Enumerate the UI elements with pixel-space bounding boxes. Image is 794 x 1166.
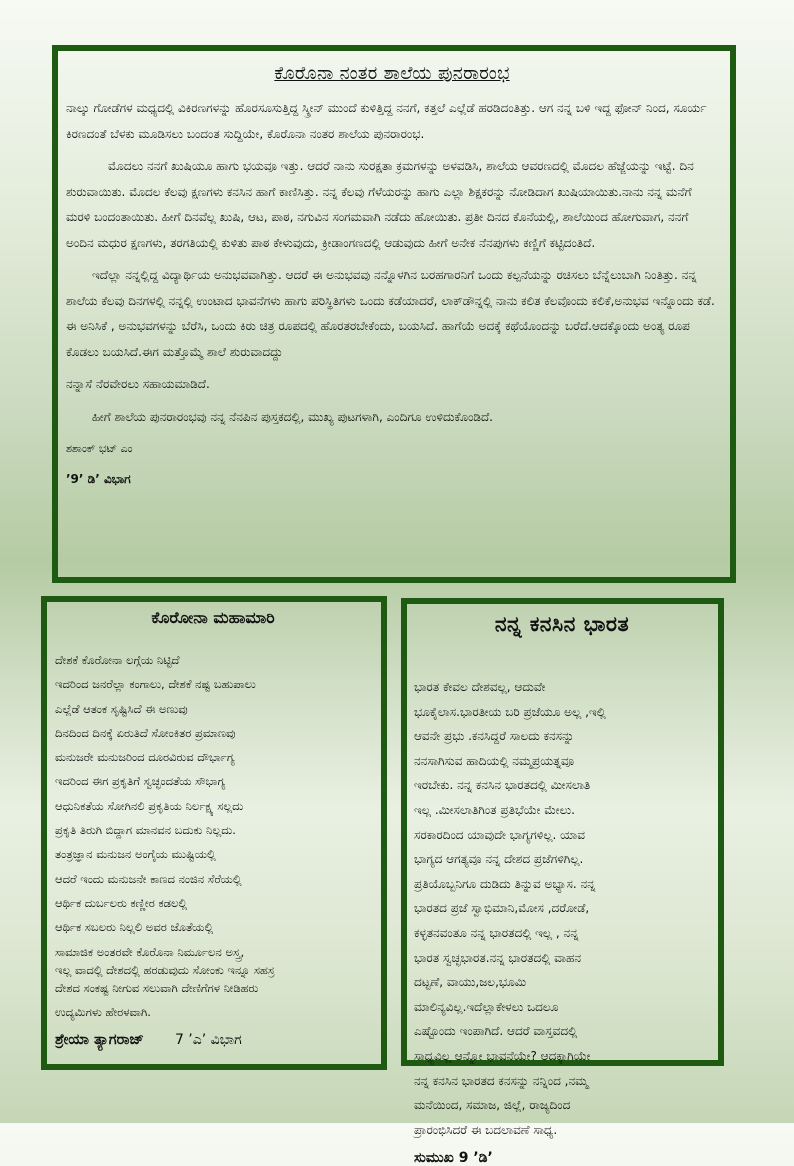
essay-line: ಪ್ರಾರಂಭಿಸಿದರೆ ಈ ಬದಲಾವಣೆ ಸಾಧ್ಯ. (414, 1122, 558, 1137)
poem-line: ಪ್ರಕೃತಿ ತಿರುಗಿ ಬಿದ್ದಾಗ ಮಾನವನ ಬದುಕು ನಿಲ್ಲದು. (55, 823, 236, 838)
poem-body (55, 648, 371, 1024)
poem-box (41, 596, 387, 1070)
essay-line: ನನ್ನ ಕನಸಿನ ಭಾರತದ ಕನಸನ್ನು ನನ್ನಿಂದ ,ನಮ್ಮ (414, 1073, 589, 1088)
essay-line: ಆವನೇ ಪ್ರಭು .ಕನಸಿದ್ದರೆ ಸಾಲದು ಕನಸನ್ನು (414, 729, 575, 744)
poem-line: ಎಲ್ಲೆಡೆ ಆತಂಕ ಸೃಷ್ಟಿಸಿದೆ ಈ ಅಣುವು (55, 701, 188, 716)
essay-line: ಇಲ್ಲ .ಮೀಸಲಾತಿಗಿಂತ ಪ್ರತಿಭೆಯೇ ಮೇಲು. (414, 802, 575, 817)
article-paragraph-1: ನಾಲ್ಕು ಗೋಡೆಗಳ ಮಧ್ಯದಲ್ಲಿ ವಿಕಿರಣಗಳನ್ನು ಹೊರಸೂಸುತ್ತಿದ್ದ ಸ್ಕ್ರೀನ್ ಮುಂದೆ ಕುಳಿತ್ತಿದ್ದ ನನಗೆ, ಕತ್ತಲೆ ಎಲ್ಲೆಡೆ ಹರಡಿದಂತಿತ್ತು. ಆಗ ನನ್ನ ಬಳಿ ಇದ್ದ ಫೋನ್ ನಿಂದ, ಸೂರ್ಯ ಕಿರಣದಂತೆ ಬೆಳಕು ಮೂಡಿಸಲು ಬಂದಂತ ಸುದ್ದಿಯೇ, ಕೊರೊನಾ ನಂತರ ಶಾಲೆಯ ಪುನರಾರಂಭ. (66, 101, 707, 141)
article-paragraph-5: ಹೀಗೆ ಶಾಲೆಯ ಪುನರಾರಂಭವು ನನ್ನ ನೆನಪಿನ ಪುಸ್ತಕದಲ್ಲಿ, ಮುಖ್ಯ ಪುಟಗಳಾಗಿ, ಎಂದಿಗೂ ಉಳಿದುಕೊಂಡಿದೆ. (92, 409, 493, 424)
poem-author: ಶ್ರೇಯಾ ತ್ಯಾಗರಾಜ್ (55, 1032, 144, 1049)
poem-line: ಇದರಿಂದ ಜನರೆಲ್ಲಾ ಕಂಗಾಲು, ದೇಶಕೆ ನಷ್ಟ ಬಹುಪಾಲು (55, 677, 256, 692)
poem-line: ಇದರಿಂದ ಈಗ ಪ್ರಕೃತಿಗೆ ಸ್ವಚ್ಛಂದತೆಯ ಸೌಭಾಗ್ಯ (55, 774, 226, 789)
poem-line: ದೇಶಕೆ ಕೊರೋನಾ ಲಗ್ಗೆಯ ನಿಟ್ಟಿದೆ (55, 653, 180, 667)
article-box (52, 45, 736, 583)
essay-line: ಮಾಲಿನ್ಯವಿಲ್ಲ.ಇದೆಲ್ಲಾಕೇಳಲು ಒದಲೂ (414, 999, 559, 1014)
essay-line: ಕಳ್ಳತನವಂತೂ ನನ್ನ ಭಾರತದಲ್ಲಿ ಇಲ್ಲ , ನನ್ನ (414, 925, 579, 940)
poem-line: ಸಾಮಾಜಿಕ ಅಂತರವೇ ಕೊರೊನಾ ನಿರ್ಮೂಲನ ಅಸ್ತ್ರ, (55, 944, 245, 959)
essay-line: ಮನೆಯಿಂದ, ಸಮಾಜ, ಜಿಲ್ಲೆ, ರಾಜ್ಯದಿಂದ (414, 1098, 571, 1113)
poem-line: ಆರ್ಥಿಕ ದುರ್ಬಲರು ಕಣ್ಣೀರ ಕಡಲಲ್ಲಿ (55, 895, 188, 910)
article-title: ಕೊರೊನಾ ನಂತರ ಶಾಲೆಯ ಪುನರಾರಂಭ (274, 63, 510, 84)
essay-box (401, 598, 724, 1166)
essay-line: ಭೂಕೈಲಾಸ.ಭಾರತೀಯ ಬರಿ ಪ್ರಜೆಯೂ ಅಲ್ಲ ,ಇಲ್ಲಿ (414, 704, 606, 719)
essay-line: ಸಾಧ್ಯವಿಲ್ಲ ಆನ್ನೋ ಭಾವನೆಯೇ? ಆದಕ್ಕಾಗಿಯೇ (414, 1048, 591, 1063)
poem-line: ತಂತ್ರಜ್ಞಾನ ಮನುಜನ ಅಂಗೈಯ ಮುಷ್ಟಿಯಲ್ಲಿ (55, 847, 216, 862)
essay-line: ಭಾರತದ ಪ್ರಜೆ ಸ್ವಾಭಿಮಾನಿ,ಮೋಸ ,ದರೋಡೆ, (414, 901, 590, 916)
essay-line: ಭಾಗ್ಯದ ಆಗತ್ಯವೂ ನನ್ನ ದೇಶದ ಪ್ರಜೆಗಳಿಗಿಲ್ಲ. (414, 852, 584, 867)
poem-line: ಇಲ್ಲ ವಾದಲ್ಲಿ ದೇಶದಲ್ಲಿ ಹರಡುವುದು ಸೋಂಕು ಇನ್ನೂ ಸಹಸ್ರ (55, 962, 275, 977)
article-paragraph-4: ನನ್ನಾಸೆ ನೆರವೇರಲು ಸಹಾಯಮಾಡಿದೆ. (66, 377, 210, 391)
article-author: ಶಶಾಂಕ್ ಭಟ್ ಎಂ (66, 442, 133, 455)
essay-line: ಎಷ್ಟೊಂದು ಇಂಪಾಗಿದೆ. ಆದರೆ ವಾಸ್ತವದಲ್ಲಿ (414, 1024, 578, 1039)
poem-class: 7 ’ಎ’ ವಿಭಾಗ (174, 1032, 242, 1049)
essay-line: ಇರಬೇಕು. ನನ್ನ ಕನಸಿನ ಭಾರತದಲ್ಲಿ ಮೀಸಲಾತಿ (414, 778, 591, 793)
article-paragraph-2: ಮೊದಲು ನನಗೆ ಖುಷಿಯೂ ಹಾಗು ಭಯವೂ ಇತ್ತು. ಆದರೆ ನಾನು ಸುರಕ್ಷತಾ ಕ್ರಮಗಳನ್ನು ಅಳವಡಿಸಿ, ಶಾಲೆಯ ಆವರಣದಲ್ಲಿ ಮೊದಲ ಹೆಜ್ಜೆಯನ್ನು ಇಟ್ಟೆ. ದಿನ ಶುರುವಾಯಿತು. ಮೊದಲ ಕೆಲವು ಕ್ಷಣಗಳು ಕನಸಿನ ಹಾಗೆ ಕಾಣಿಸಿತ್ತು. ನನ್ನ ಕೆಲವು ಗೆಳೆಯರನ್ನು ಹಾಗು ಎಲ್ಲಾ ಶಿಕ್ಷಕರನ್ನು ನೋಡಿದಾಗ ಖುಷಿಯಾಯಿತು.ನಾನು ನನ್ನ ಮನೆಗೆ ಮರಳಿ ಬಂದಂತಾಯಿತು. ಹೀಗೆ ದಿನವೆಲ್ಲ ಖುಷಿ, ಆಟ, ಪಾಠ, ನಗುವಿನ ಸಂಗಮವಾಗಿ ನಡೆದು ಹೋಯಿತು. ಪ್ರತೀ ದಿನದ ಕೊನೆಯಲ್ಲಿ, ಶಾಲೆಯಿಂದ ಹೋಗುವಾಗ, ನನಗೆ ಅಂದಿನ ಮಧುರ ಕ್ಷಣಗಳು, ತರಗತಿಯಲ್ಲಿ ಕುಳಿತು ಪಾಠ ಕೇಳುವುದು, ಕ್ರೀಡಾಂಗಣದಲ್ಲಿ ಆಡುವುದು ಹೀಗೆ ಅನೇಕ ನೆನಪುಗಳು ಕಣ್ಣಿಗೆ ಕಟ್ಟಿದಂತಿದೆ. (66, 159, 694, 250)
essay-line: ಭಾರತ ಸ್ವಚ್ಛಭಾರತ.ನನ್ನ ಭಾರತದಲ್ಲಿ ವಾಹನ (414, 950, 582, 965)
essay-line: ಸರಕಾರದಿಂದ ಯಾವುದೇ ಭಾಗ್ಯಗಳಿಲ್ಲ. ಯಾವ (414, 827, 585, 842)
poem-title: ಕೊರೋನಾ ಮಹಾಮಾರಿ (151, 608, 275, 627)
poem-line: ಉದ್ಯಮಿಗಳು ಹೇರಳವಾಗಿ. (55, 1005, 151, 1020)
article-class: ’9’ ಡಿ’ ವಿಭಾಗ (66, 472, 131, 486)
essay-line: ದಟ್ಟಣೆ, ವಾಯು,ಜಲ,ಭೂಮಿ (414, 975, 527, 990)
poem-line: ದಿನದಿಂದ ದಿನಕ್ಕೆ ಏರುತಿದೆ ಸೋಂಕಿತರ ಪ್ರಮಾಣವು (55, 725, 236, 740)
essay-line: ನನಸಾಗಿಸುವ ಹಾದಿಯಲ್ಲಿ ನಮ್ಮಪ್ರಯತ್ನವೂ (414, 753, 574, 768)
poem-line: ದೇಶದ ಸಂಕಷ್ಟ ನೀಗುವ ಸಲುವಾಗಿ ದೇಣಿಗೆಗಳ ನೀಡಿಹರು (55, 980, 259, 995)
essay-title: ನನ್ನ ಕನಸಿನ ಭಾರತ (494, 612, 630, 636)
essay-line: ಭಾರತ ಕೇವಲ ದೇಶವಲ್ಲ, ಆದುವೇ (414, 680, 546, 694)
poem-author-row (55, 1032, 371, 1048)
poem-line: ಆಧುನಿಕತೆಯ ಸೋಗಿನಲಿ ಪ್ರಕೃತಿಯ ನಿರ್ಲಕ್ಷ್ಯ ಸಲ್ಲದು (55, 798, 244, 813)
article-paragraph-3: ಇದೆಲ್ಲಾ ನನ್ನಲ್ಲಿದ್ದ ವಿದ್ಯಾರ್ಥಿಯ ಅನುಭವವಾಗಿತ್ತು. ಆದರೆ ಈ ಅನುಭವವು ನನ್ನೊಳಗಿನ ಬರಹಗಾರನಿಗೆ ಒಂದು ಕಲ್ಪನೆಯನ್ನು ರಚಿಸಲು ಬೆನ್ನೆಲುಬಾಗಿ ನಿಂತಿತ್ತು. ನನ್ನ ಶಾಲೆಯ ಕೆಲವು ದಿನಗಳಲ್ಲಿ ನನ್ನಲ್ಲಿ ಉಂಟಾದ ಭಾವನೆಗಳು ಹಾಗು ಪರಿಸ್ಥಿತಿಗಳು ಒಂದು ಕಡೆಯಾದರೆ, ಲಾಕ್‌ಡೌನ್ನಲ್ಲಿ ನಾನು ಕಲಿತ ಕೆಲವೊಂದು ಕಲಿಕೆ,ಅನುಭವ ಇನ್ನೊಂದು ಕಡೆ. ಈ ಅನಿಸಿಕೆ , ಅನುಭವಗಳನ್ನು ಬೆರೆಸಿ, ಒಂದು ಕಿರು ಚಿತ್ರ ರೂಪದಲ್ಲಿ ಹೊರತರಬೇಕೆಂದು, ಬಯಸಿದೆ. ಹಾಗೆಯೆ ಅದಕ್ಕೆ ಕಥೆಯೊಂದನ್ನು ಬರೆದೆ.ಆದಕ್ಕೊಂದು ಅಂತ್ಯ ರೂಪ ಕೊಡಲು ಬಯಸಿದೆ.ಈಗ ಮತ್ತೊಮ್ಮೆ ಶಾಲೆ ಶುರುವಾದದ್ದು (66, 268, 715, 359)
poem-line: ಆದರೆ ಇಂದು ಮನುಜನೇ ಕಾಣದ ನಂಜಿನ ಸೆರೆಯಲ್ಲಿ (55, 871, 242, 886)
poem-line: ಆರ್ಥಿಕ ಸಬಲರು ನಿಲ್ಲಲಿ ಅವರ ಜೊತೆಯಲ್ಲಿ (55, 920, 214, 935)
essay-line: ಪ್ರತಿಯೊಬ್ಬನಿಗೂ ದುಡಿದು ತಿನ್ನುವ ಅಭ್ಯಾಸ. ನನ್ನ (414, 876, 596, 891)
poem-line: ಮನುಜರೇ ಮನುಜರಿಂದ ದೂರವಿರುವ ದೌರ್ಭಾಗ್ಯ (55, 750, 235, 765)
essay-author: ಸುಮುಖ 9 ’ಡಿ’ (414, 1150, 493, 1166)
essay-body (414, 675, 710, 1142)
